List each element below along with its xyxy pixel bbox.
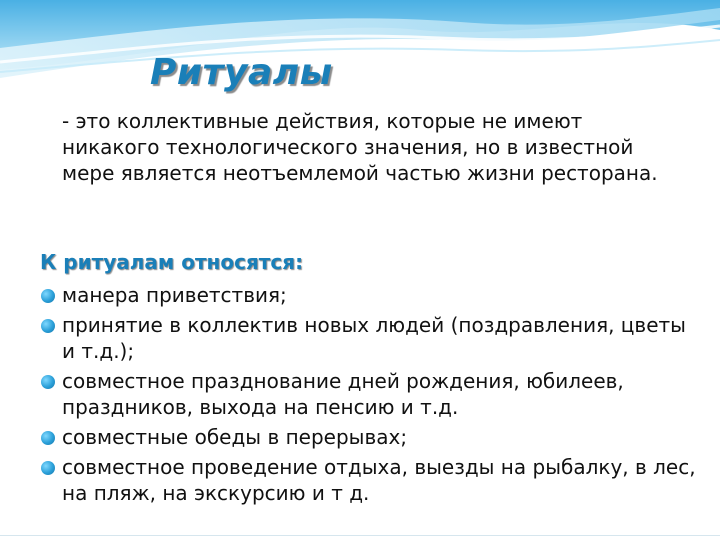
rituals-list bbox=[38, 282, 698, 510]
list-item-text: совместное празднование дней рождения, юбилеев, праздников, выхода на пенсию и т.д. bbox=[62, 369, 624, 419]
list-item-text: принятие в коллектив новых людей (поздравления, цветы и т.д.); bbox=[62, 313, 686, 363]
bullet-icon bbox=[41, 289, 55, 303]
bullet-icon bbox=[41, 431, 55, 445]
wave-decoration bbox=[0, 0, 720, 90]
bullet-icon bbox=[41, 319, 55, 333]
list-item bbox=[38, 454, 698, 506]
list-item-text: манера приветствия; bbox=[62, 283, 287, 307]
list-item-text: совместные обеды в перерывах; bbox=[62, 425, 408, 449]
list-item-text: совместное проведение отдыха, выезды на рыбалку, в лес, на пляж, на экскурсию и т д. bbox=[62, 455, 696, 505]
bullet-icon bbox=[41, 375, 55, 389]
rituals-subheading: К ритуалам относятся: bbox=[40, 250, 304, 274]
bottom-divider bbox=[0, 535, 720, 536]
list-item bbox=[38, 424, 698, 450]
definition-text: - это коллективные действия, которые не имеют никакого технологического значения, но в известной мере является неотъемлемой частью жизни ресторана. bbox=[62, 109, 658, 185]
bullet-icon bbox=[41, 461, 55, 475]
list-item bbox=[38, 282, 698, 308]
list-item bbox=[38, 312, 698, 364]
list-item bbox=[38, 368, 698, 420]
slide-title: Ритуалы bbox=[150, 52, 333, 93]
